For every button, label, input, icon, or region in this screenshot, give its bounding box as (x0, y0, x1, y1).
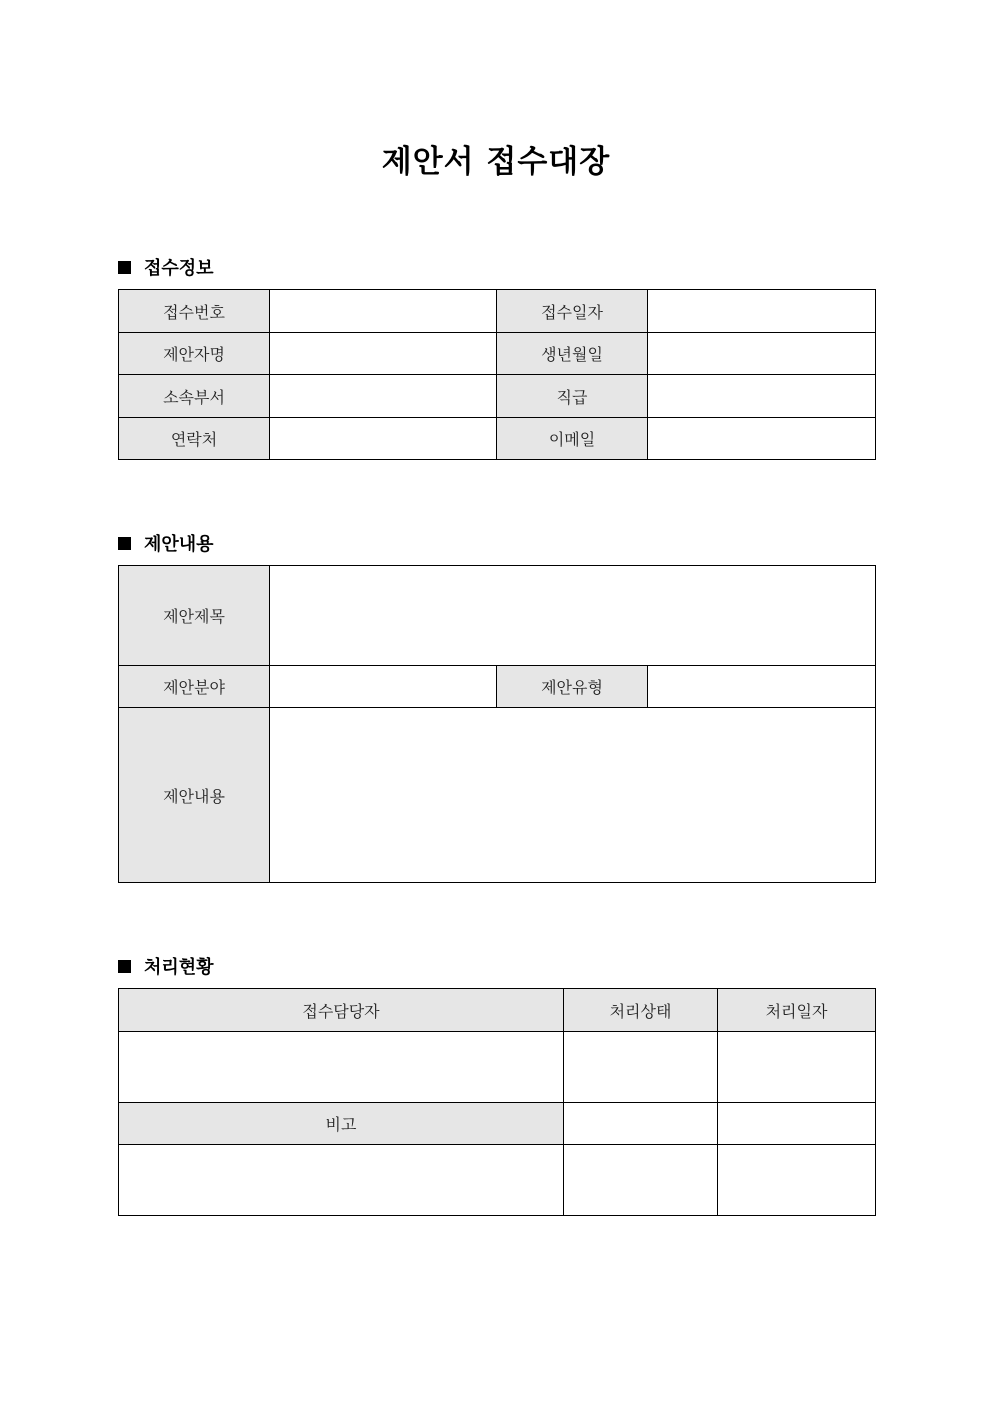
header-process-status: 처리상태 (564, 989, 718, 1032)
label-contact: 연락처 (119, 418, 270, 460)
section-heading-label: 처리현황 (144, 957, 214, 978)
section-heading-reception (118, 254, 214, 280)
label-receipt-number: 접수번호 (119, 290, 270, 333)
position-field[interactable] (648, 375, 876, 418)
remarks-extra-status-cell[interactable] (564, 1145, 718, 1216)
birth-date-field[interactable] (648, 333, 876, 375)
table-row (119, 290, 876, 333)
page-title: 제안서 접수대장 (381, 144, 611, 180)
department-field[interactable] (270, 375, 497, 418)
table-row (119, 375, 876, 418)
proposal-table (118, 565, 876, 883)
proposal-content-field[interactable] (270, 708, 876, 883)
label-birth-date: 생년월일 (497, 333, 648, 375)
table-row (119, 666, 876, 708)
proposal-title-field[interactable] (270, 566, 876, 666)
processing-table (118, 988, 876, 1216)
label-email: 이메일 (497, 418, 648, 460)
label-proposal-content: 제안내용 (119, 708, 270, 883)
proposal-field-field[interactable] (270, 666, 497, 708)
receipt-number-field[interactable] (270, 290, 497, 333)
table-row (119, 708, 876, 883)
section-heading-label: 제안내용 (144, 534, 214, 555)
square-bullet-icon (118, 261, 131, 274)
header-receiver: 접수담당자 (119, 989, 564, 1032)
table-row (119, 1145, 876, 1216)
section-heading-label: 접수정보 (144, 258, 214, 279)
table-row (119, 566, 876, 666)
label-receipt-date: 접수일자 (497, 290, 648, 333)
table-row (119, 1032, 876, 1103)
remarks-date-cell[interactable] (718, 1103, 876, 1145)
label-proposal-title: 제안제목 (119, 566, 270, 666)
receiver-field[interactable] (119, 1032, 564, 1103)
proposal-type-field[interactable] (648, 666, 876, 708)
process-status-field[interactable] (564, 1032, 718, 1103)
proposer-name-field[interactable] (270, 333, 497, 375)
receipt-date-field[interactable] (648, 290, 876, 333)
process-date-field[interactable] (718, 1032, 876, 1103)
label-department: 소속부서 (119, 375, 270, 418)
reception-table (118, 289, 876, 460)
table-row (119, 989, 876, 1032)
email-field[interactable] (648, 418, 876, 460)
remarks-field[interactable] (119, 1145, 564, 1216)
section-heading-proposal (118, 530, 214, 556)
table-row (119, 418, 876, 460)
label-remarks: 비고 (119, 1103, 564, 1145)
table-row (119, 1103, 876, 1145)
label-position: 직급 (497, 375, 648, 418)
contact-field[interactable] (270, 418, 497, 460)
label-proposer-name: 제안자명 (119, 333, 270, 375)
remarks-extra-date-cell[interactable] (718, 1145, 876, 1216)
label-proposal-type: 제안유형 (497, 666, 648, 708)
square-bullet-icon (118, 960, 131, 973)
header-process-date: 처리일자 (718, 989, 876, 1032)
square-bullet-icon (118, 537, 131, 550)
section-heading-processing (118, 953, 214, 979)
remarks-status-cell[interactable] (564, 1103, 718, 1145)
table-row (119, 333, 876, 375)
label-proposal-field: 제안분야 (119, 666, 270, 708)
